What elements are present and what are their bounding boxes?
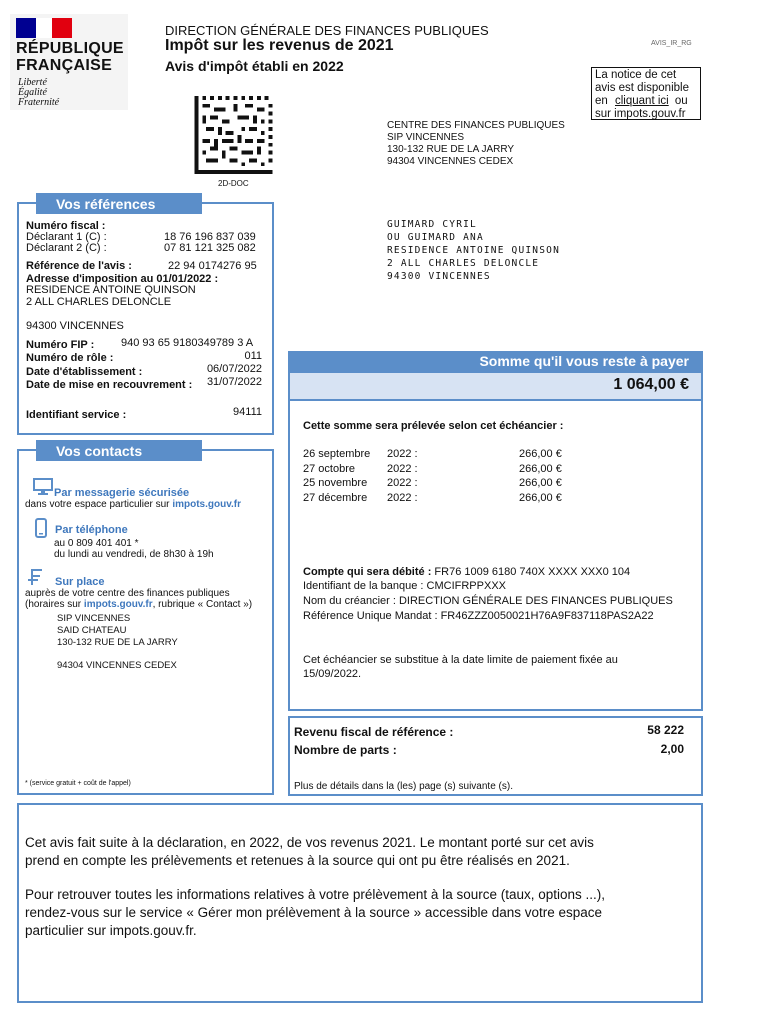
center-line4: 94304 VINCENNES CEDEX xyxy=(387,156,514,167)
phone-icon xyxy=(35,518,47,538)
info-text xyxy=(25,834,605,940)
parts-value: 2,00 xyxy=(660,742,684,756)
ref-avis-value: 22 94 0174276 95 xyxy=(168,260,257,272)
notice-line2: avis est disponible xyxy=(595,82,689,94)
msg-text-row xyxy=(25,499,241,510)
role-label: Numéro de rôle : xyxy=(26,352,114,364)
doc2d-label: 2D-DOC xyxy=(218,179,249,188)
schedule-amount: 266,00 € xyxy=(519,477,562,489)
schedule-year: 2022 : xyxy=(387,492,418,504)
declarant1-label: Déclarant 1 (C) : xyxy=(26,231,107,243)
place-link[interactable]: impots.gouv.fr xyxy=(83,599,153,610)
republique-francaise-logo xyxy=(10,14,128,110)
notice-line3a: en xyxy=(595,95,608,107)
schedule-amount: 266,00 € xyxy=(519,463,562,475)
place-line2a: (horaires sur xyxy=(25,599,82,610)
place-address xyxy=(57,613,178,649)
tel-hours: du lundi au vendredi, de 8h30 à 19h xyxy=(54,549,214,560)
page-title: Impôt sur les revenus de 2021 xyxy=(165,37,394,54)
account-value: FR76 1009 6180 740X XXXX XXX0 104 xyxy=(434,566,631,578)
center-line1: CENTRE DES FINANCES PUBLIQUES xyxy=(387,120,565,131)
mandate: Référence Unique Mandat : FR46ZZZ0050021H76A9F837118PAS2A22 xyxy=(303,610,654,622)
notice-line3b: ou xyxy=(674,95,688,107)
schedule-amount: 266,00 € xyxy=(519,448,562,460)
schedule-row xyxy=(303,463,603,477)
id-service-label: Identifiant service : xyxy=(26,409,127,421)
logo-line1: RÉPUBLIQUE xyxy=(16,40,124,57)
rfr-label: Revenu fiscal de référence : xyxy=(294,725,454,739)
place-addr-line2: SAID CHATEAU xyxy=(57,625,127,636)
marianne-flag-icon xyxy=(16,18,72,38)
info-para2-line2: rendez-vous sur le service « Gérer mon prélèvement à la source » accessible dans votre espace xyxy=(25,905,603,920)
place-addr-line1: SIP VINCENNES xyxy=(57,613,131,624)
notice-line4: sur impots.gouv.fr xyxy=(595,108,686,120)
recipient-line3: RESIDENCE ANTOINE QUINSON xyxy=(387,245,560,256)
recipient-address xyxy=(387,218,560,283)
schedule-date: 27 octobre xyxy=(303,463,355,475)
computer-icon xyxy=(33,478,53,496)
msg-title: Par messagerie sécurisée xyxy=(54,487,190,499)
declarant1-value: 18 76 196 837 039 xyxy=(164,231,256,243)
payment-amount-band xyxy=(288,373,703,399)
schedule-year: 2022 : xyxy=(387,477,418,489)
tel-number: au 0 809 401 401 * xyxy=(54,538,139,549)
num-fiscal-label: Numéro fiscal : xyxy=(26,220,106,232)
tel-title: Par téléphone xyxy=(55,524,128,536)
schedule-amount: 266,00 € xyxy=(519,492,562,504)
schedule-row xyxy=(303,492,603,506)
schedule-row xyxy=(303,477,603,491)
footnote: * (service gratuit + coût de l'appel) xyxy=(25,780,131,787)
motto-fraternite: Fraternité xyxy=(18,97,60,108)
account-row xyxy=(303,566,630,578)
fip-value: 940 93 65 9180349789 3 A xyxy=(121,337,254,349)
schedule-date: 26 septembre xyxy=(303,448,371,460)
schedule-note-line2: 15/09/2022. xyxy=(303,668,362,680)
motto-liberte: Liberté xyxy=(18,77,47,88)
info-para2-line1: Pour retrouver toutes les informations relatives à votre prélèvement à la source (taux, options ...), xyxy=(25,887,606,902)
direction-generale: DIRECTION GÉNÉRALE DES FINANCES PUBLIQUES xyxy=(165,23,489,38)
schedule-year: 2022 : xyxy=(387,463,418,475)
contacts-tab: Vos contacts xyxy=(36,440,202,461)
place-line1: auprès de votre centre des finances publiques xyxy=(25,588,230,599)
page-subtitle: Avis d'impôt établi en 2022 xyxy=(165,58,344,74)
payment-amount: 1 064,00 € xyxy=(613,376,689,393)
rfr-value: 58 222 xyxy=(647,723,684,737)
date-etab-value: 06/07/2022 xyxy=(206,363,262,375)
document-code: AVIS_IR_RG xyxy=(651,40,692,47)
info-para1-line1: Cet avis fait suite à la déclaration, en 2022, de vos revenus 2021. Le montant porté sur cet avis xyxy=(25,835,594,850)
details-note: Plus de détails dans la (les) page (s) suivante (s). xyxy=(294,781,513,792)
place-line2b: , rubrique « Contact ») xyxy=(152,599,253,610)
tax-center-address xyxy=(387,120,565,168)
logo-line2: FRANÇAISE xyxy=(16,57,113,74)
datamatrix-2d-doc-icon xyxy=(192,96,275,174)
schedule-note-line1: Cet échéancier se substitue à la date limite de paiement fixée au xyxy=(303,654,618,666)
motto-egalite: Égalité xyxy=(18,87,47,98)
recipient-line1: GUIMARD CYRIL xyxy=(387,219,477,230)
date-mise-value: 31/07/2022 xyxy=(206,376,262,388)
account-label: Compte qui sera débité : xyxy=(303,566,432,578)
declarant2-value: 07 81 121 325 082 xyxy=(164,242,256,254)
recipient-line2: OU GUIMARD ANA xyxy=(387,232,484,243)
notice-line1: La notice de cet xyxy=(595,69,677,81)
building-icon xyxy=(28,568,44,586)
adresse-line2: 2 ALL CHARLES DELONCLE xyxy=(26,296,172,308)
role-value: 011 xyxy=(244,350,262,362)
creditor: Nom du créancier : DIRECTION GÉNÉRALE DES FINANCES PUBLIQUES xyxy=(303,595,673,607)
schedule-title: Cette somme sera prélevée selon cet échéancier : xyxy=(303,420,564,432)
payment-header xyxy=(288,351,703,373)
place-city: 94304 VINCENNES CEDEX xyxy=(57,660,177,671)
info-para1-line2: prend en compte les prélèvements et retenues à la source qui ont pu être réalisés en 2021. xyxy=(25,853,570,868)
adresse-label: Adresse d'imposition au 01/01/2022 : xyxy=(26,273,219,285)
schedule-date: 27 décembre xyxy=(303,492,368,504)
declarant2-label: Déclarant 2 (C) : xyxy=(26,242,107,254)
bank-id: Identifiant de la banque : CMCIFRPPXXX xyxy=(303,580,506,592)
center-line2: SIP VINCENNES xyxy=(387,132,465,143)
info-para2-line3: particulier sur impots.gouv.fr. xyxy=(25,923,197,938)
notice-link[interactable]: cliquant ici xyxy=(615,95,669,107)
msg-link[interactable]: impots.gouv.fr xyxy=(172,499,242,510)
adresse-city: 94300 VINCENNES xyxy=(26,320,124,332)
adresse-line1: RESIDENCE ANTOINE QUINSON xyxy=(26,284,196,296)
place-title: Sur place xyxy=(55,576,105,588)
references-tab: Vos références xyxy=(36,193,202,214)
notice-box xyxy=(591,67,701,120)
place-addr-line3: 130-132 RUE DE LA JARRY xyxy=(57,637,178,648)
id-service-value: 94111 xyxy=(233,406,262,418)
center-line3: 130-132 RUE DE LA JARRY xyxy=(387,144,515,155)
schedule-year: 2022 : xyxy=(387,448,418,460)
fip-label: Numéro FIP : xyxy=(26,339,95,351)
place-line2-row xyxy=(25,599,252,610)
payment-header-label: Somme qu'il vous reste à payer xyxy=(479,353,689,369)
date-mise-label: Date de mise en recouvrement : xyxy=(26,379,193,391)
schedule-date: 25 novembre xyxy=(303,477,368,489)
date-etab-label: Date d'établissement : xyxy=(26,366,143,378)
schedule-row xyxy=(303,448,603,462)
parts-label: Nombre de parts : xyxy=(294,743,397,757)
ref-avis-label: Référence de l'avis : xyxy=(26,260,132,272)
msg-text: dans votre espace particulier sur xyxy=(25,499,170,510)
recipient-line5: 94300 VINCENNES xyxy=(387,271,491,282)
recipient-line4: 2 ALL CHARLES DELONCLE xyxy=(387,258,540,269)
